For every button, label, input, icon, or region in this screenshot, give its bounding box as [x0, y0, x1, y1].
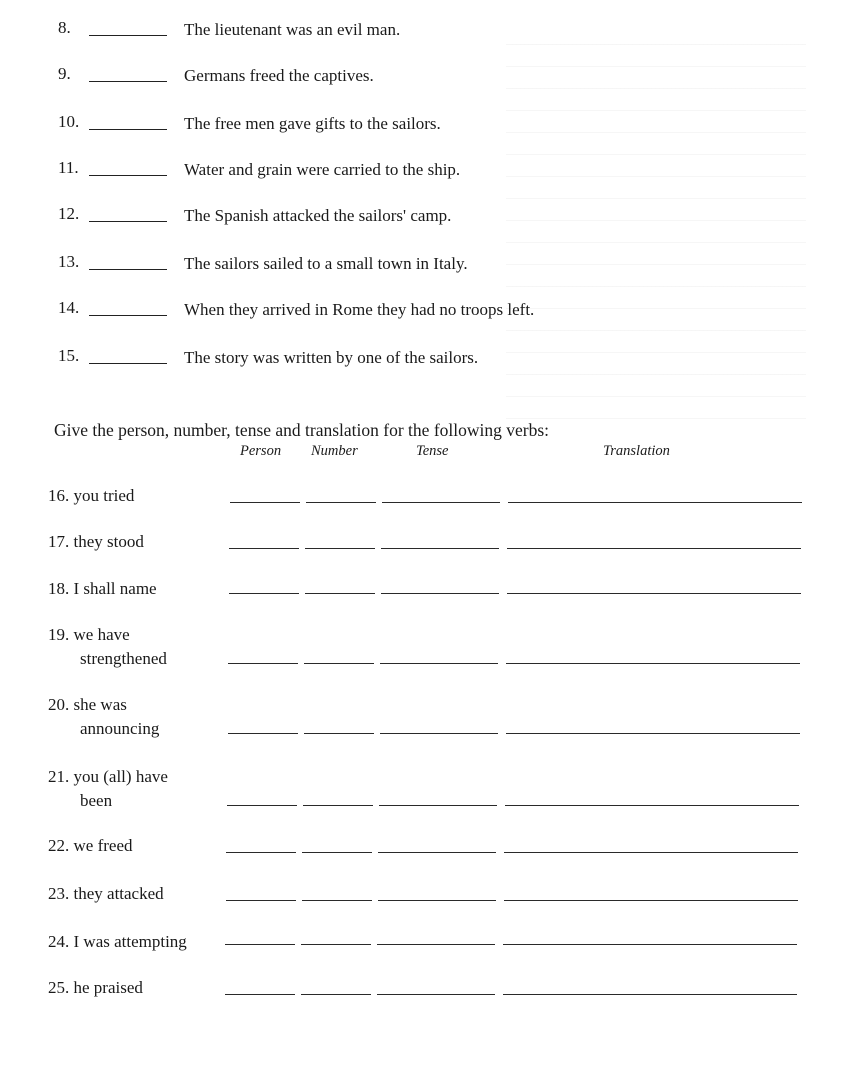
item-number: 19. — [48, 625, 70, 644]
number-blank[interactable] — [304, 663, 374, 664]
verb-label — [48, 834, 133, 858]
number-blank[interactable] — [301, 944, 371, 945]
item-number: 15. — [58, 346, 80, 365]
item-number: 10. — [58, 112, 80, 131]
answer-blank[interactable] — [89, 35, 167, 36]
person-blank[interactable] — [229, 593, 299, 594]
item-sentence: The sailors sailed to a small town in Italy. — [184, 254, 468, 273]
verb-text-continued: been — [80, 791, 113, 810]
verb-text: we have — [73, 625, 130, 644]
answer-blank[interactable] — [89, 129, 167, 130]
translation-blank[interactable] — [506, 733, 800, 734]
item-sentence: Germans freed the captives. — [184, 66, 374, 85]
translation-blank[interactable] — [503, 944, 797, 945]
answer-blank[interactable] — [89, 269, 167, 270]
item-number: 13. — [58, 252, 80, 271]
answer-blank[interactable] — [89, 363, 167, 364]
item-number: 20. — [48, 695, 70, 714]
verb-text: you (all) have — [73, 767, 168, 786]
verb-label — [48, 530, 144, 554]
number-blank[interactable] — [304, 733, 374, 734]
tense-blank[interactable] — [381, 548, 499, 549]
item-number: 21. — [48, 767, 70, 786]
item-number: 24. — [48, 932, 70, 951]
number-blank[interactable] — [305, 593, 375, 594]
person-blank[interactable] — [228, 733, 298, 734]
answer-blank[interactable] — [89, 81, 167, 82]
translation-blank[interactable] — [506, 663, 800, 664]
number-blank[interactable] — [302, 900, 372, 901]
bleed-through-text — [506, 30, 806, 430]
verb-label — [48, 484, 134, 508]
verb-text: I shall name — [73, 579, 157, 598]
column-header-number: Number — [311, 443, 358, 459]
tense-blank[interactable] — [380, 663, 498, 664]
verb-text: you tried — [73, 486, 135, 505]
translation-blank[interactable] — [504, 852, 798, 853]
item-number: 12. — [58, 204, 80, 223]
verb-label — [48, 882, 164, 906]
tense-blank[interactable] — [377, 944, 495, 945]
item-number: 14. — [58, 298, 80, 317]
verbs-instruction: Give the person, number, tense and translation for the following verbs: — [54, 420, 550, 440]
item-number: 9. — [58, 64, 71, 83]
verb-text: we freed — [73, 836, 133, 855]
person-blank[interactable] — [226, 900, 296, 901]
item-number: 8. — [58, 18, 71, 37]
verb-text: I was attempting — [73, 932, 187, 951]
verb-text: they attacked — [73, 884, 164, 903]
verb-label — [48, 693, 159, 741]
person-blank[interactable] — [226, 852, 296, 853]
verb-label — [48, 623, 167, 671]
number-blank[interactable] — [301, 994, 371, 995]
number-blank[interactable] — [303, 805, 373, 806]
item-number: 18. — [48, 579, 70, 598]
item-number: 25. — [48, 978, 70, 997]
item-sentence: The lieutenant was an evil man. — [184, 20, 401, 39]
item-number: 11. — [58, 158, 79, 177]
item-number: 17. — [48, 532, 70, 551]
person-blank[interactable] — [228, 663, 298, 664]
verb-text: she was — [73, 695, 127, 714]
answer-blank[interactable] — [89, 221, 167, 222]
person-blank[interactable] — [225, 944, 295, 945]
item-number: 23. — [48, 884, 70, 903]
verb-label — [48, 765, 168, 813]
answer-blank[interactable] — [89, 175, 167, 176]
item-number: 22. — [48, 836, 70, 855]
tense-blank[interactable] — [378, 900, 496, 901]
tense-blank[interactable] — [380, 733, 498, 734]
verb-text: they stood — [73, 532, 144, 551]
column-header-translation: Translation — [603, 443, 670, 459]
item-sentence: The story was written by one of the sailors. — [184, 348, 479, 367]
item-sentence: The free men gave gifts to the sailors. — [184, 114, 441, 133]
translation-blank[interactable] — [503, 994, 797, 995]
person-blank[interactable] — [229, 548, 299, 549]
column-header-tense: Tense — [416, 443, 449, 459]
item-sentence: The Spanish attacked the sailors' camp. — [184, 206, 452, 225]
verb-label — [48, 930, 187, 954]
translation-blank[interactable] — [507, 548, 801, 549]
tense-blank[interactable] — [379, 805, 497, 806]
person-blank[interactable] — [225, 994, 295, 995]
tense-blank[interactable] — [381, 593, 499, 594]
number-blank[interactable] — [305, 548, 375, 549]
tense-blank[interactable] — [382, 502, 500, 503]
verb-label — [48, 577, 157, 601]
translation-blank[interactable] — [505, 805, 799, 806]
number-blank[interactable] — [306, 502, 376, 503]
item-number: 16. — [48, 486, 70, 505]
person-blank[interactable] — [227, 805, 297, 806]
item-sentence: When they arrived in Rome they had no troops left. — [184, 300, 535, 319]
verb-text: he praised — [73, 978, 143, 997]
translation-blank[interactable] — [508, 502, 802, 503]
item-sentence: Water and grain were carried to the ship. — [184, 160, 461, 179]
verb-label — [48, 976, 143, 1000]
person-blank[interactable] — [230, 502, 300, 503]
tense-blank[interactable] — [378, 852, 496, 853]
translation-blank[interactable] — [504, 900, 798, 901]
column-header-person: Person — [240, 443, 282, 459]
answer-blank[interactable] — [89, 315, 167, 316]
translation-blank[interactable] — [507, 593, 801, 594]
verb-text-continued: announcing — [80, 719, 160, 738]
tense-blank[interactable] — [377, 994, 495, 995]
number-blank[interactable] — [302, 852, 372, 853]
verb-text-continued: strengthened — [80, 649, 167, 668]
